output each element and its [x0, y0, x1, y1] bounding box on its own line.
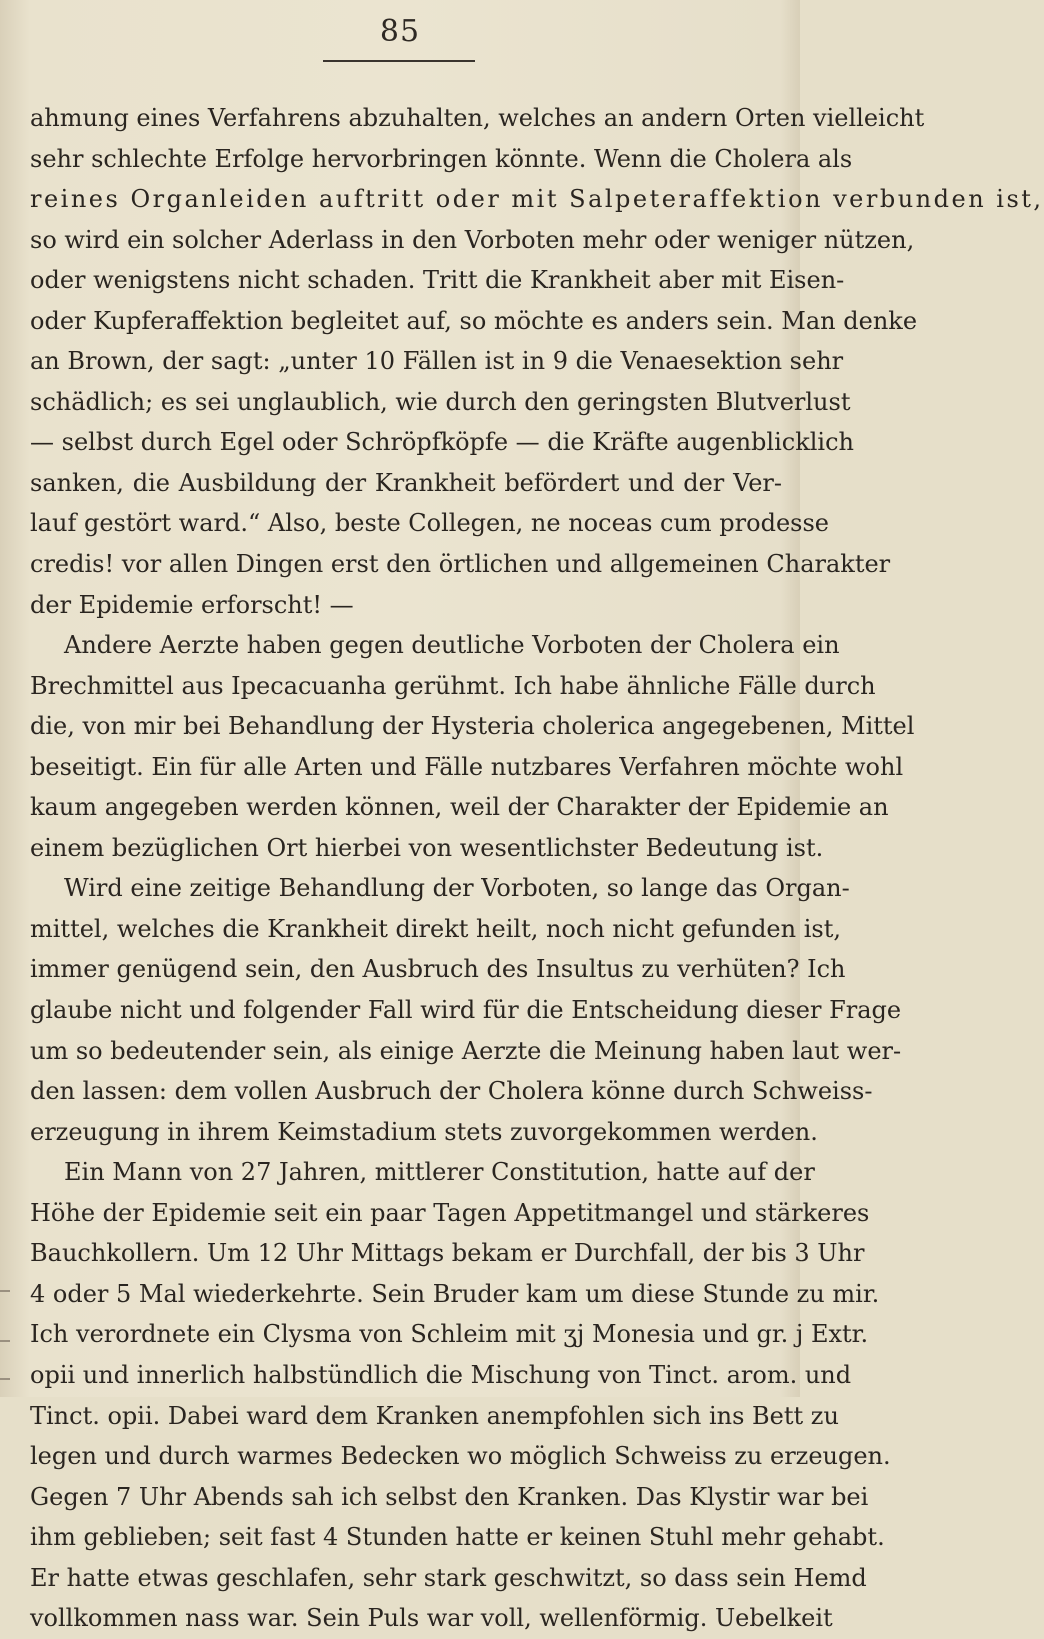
text-line: der Epidemie erforscht! — — [30, 590, 354, 619]
text-line: legen und durch warmes Bedecken wo möglich Schweiss zu erzeugen. — [30, 1442, 891, 1471]
text-line: opii und innerlich halbstündlich die Mischung von Tinct. arom. und — [30, 1360, 852, 1389]
text-line: vollkommen nass war. Sein Puls war voll, wellenförmig. Uebelkeit — [30, 1604, 833, 1633]
text-line: oder wenigstens nicht schaden. Tritt die Krankheit aber mit Eisen- — [30, 266, 845, 295]
text-line: an Brown, der sagt: „unter 10 Fällen ist in 9 die Venaesektion sehr — [30, 347, 844, 376]
body-text — [30, 98, 1044, 1639]
text-line: mittel, welches die Krankheit direkt heilt, noch nicht gefunden ist, — [30, 914, 841, 943]
text-line: die, von mir bei Behandlung der Hysteria cholerica angegebenen, Mittel — [30, 712, 915, 741]
text-line: sehr schlechte Erfolge hervorbringen könnte. Wenn die Cholera als — [30, 144, 853, 173]
text-line: Bauchkollern. Um 12 Uhr Mittags bekam er Durchfall, der bis 3 Uhr — [30, 1239, 865, 1268]
text-line: Gegen 7 Uhr Abends sah ich selbst den Kranken. Das Klystir war bei — [30, 1482, 869, 1511]
text-line: credis! vor allen Dingen erst den örtlichen und allgemeinen Charakter — [30, 550, 891, 579]
text-line: ahmung eines Verfahrens abzuhalten, welches an andern Orten vielleicht — [30, 104, 925, 132]
text-line: kaum angegeben werden können, weil der Charakter der Epidemie an — [30, 793, 889, 822]
text-line: lauf gestört ward.“ Also, beste Collegen, ne noceas cum prodesse — [30, 509, 829, 538]
text-line: oder Kupferaffektion begleitet auf, so möchte es anders sein. Man denke — [30, 306, 918, 335]
page-number: 85 — [379, 14, 421, 49]
text-line: sanken, die Ausbildung der Krankheit befördert und der Ver- — [30, 468, 782, 497]
text-line: beseitigt. Ein für alle Arten und Fälle nutzbares Verfahren möchte wohl — [30, 752, 904, 781]
text-line: Er hatte etwas geschlafen, sehr stark geschwitzt, so dass sein Hemd — [30, 1563, 867, 1592]
text-line: schädlich; es sei unglaublich, wie durch den geringsten Blutverlust — [30, 387, 851, 416]
text-line: Wird eine zeitige Behandlung der Vorboten, so lange das Organ- — [64, 874, 850, 903]
page-edge-mark — [0, 1340, 10, 1342]
text-line: — selbst durch Egel oder Schröpfköpfe — die Kräfte augenblicklich — [30, 428, 854, 457]
page-edge-mark — [0, 1290, 10, 1292]
text-line: reines Organleiden auftritt oder mit Salpeteraffektion verbunden ist, — [30, 185, 1044, 214]
text-line: Höhe der Epidemie seit ein paar Tagen Appetitmangel und stärkeres — [30, 1198, 870, 1227]
text-line: immer genügend sein, den Ausbruch des Insultus zu verhüten? Ich — [30, 955, 846, 984]
text-line: um so bedeutender sein, als einige Aerzte die Meinung haben laut wer- — [30, 1036, 902, 1065]
text-line: Ich verordnete ein Clysma von Schleim mit ʒj Monesia und gr. j Extr. — [30, 1320, 869, 1349]
text-line: Tinct. opii. Dabei ward dem Kranken anempfohlen sich ins Bett zu — [30, 1401, 839, 1430]
text-line: so wird ein solcher Aderlass in den Vorboten mehr oder weniger nützen, — [30, 225, 915, 254]
header-rule — [323, 60, 475, 62]
text-line: Ein Mann von 27 Jahren, mittlerer Constitution, hatte auf der — [64, 1158, 815, 1187]
text-line: Andere Aerzte haben gegen deutliche Vorboten der Cholera ein — [64, 631, 840, 660]
text-line: glaube nicht und folgender Fall wird für die Entscheidung dieser Frage — [30, 996, 902, 1025]
text-line: ihm geblieben; seit fast 4 Stunden hatte er keinen Stuhl mehr gehabt. — [30, 1523, 885, 1552]
page-edge-mark — [0, 1378, 10, 1380]
text-line: einem bezüglichen Ort hierbei von wesentlichster Bedeutung ist. — [30, 833, 824, 862]
text-line: erzeugung in ihrem Keimstadium stets zuvorgekommen werden. — [30, 1117, 818, 1146]
text-line: Brechmittel aus Ipecacuanha gerühmt. Ich habe ähnliche Fälle durch — [30, 671, 876, 700]
text-line: den lassen: dem vollen Ausbruch der Cholera könne durch Schweiss- — [30, 1077, 873, 1106]
text-line: 4 oder 5 Mal wiederkehrte. Sein Bruder kam um diese Stunde zu mir. — [30, 1279, 880, 1308]
